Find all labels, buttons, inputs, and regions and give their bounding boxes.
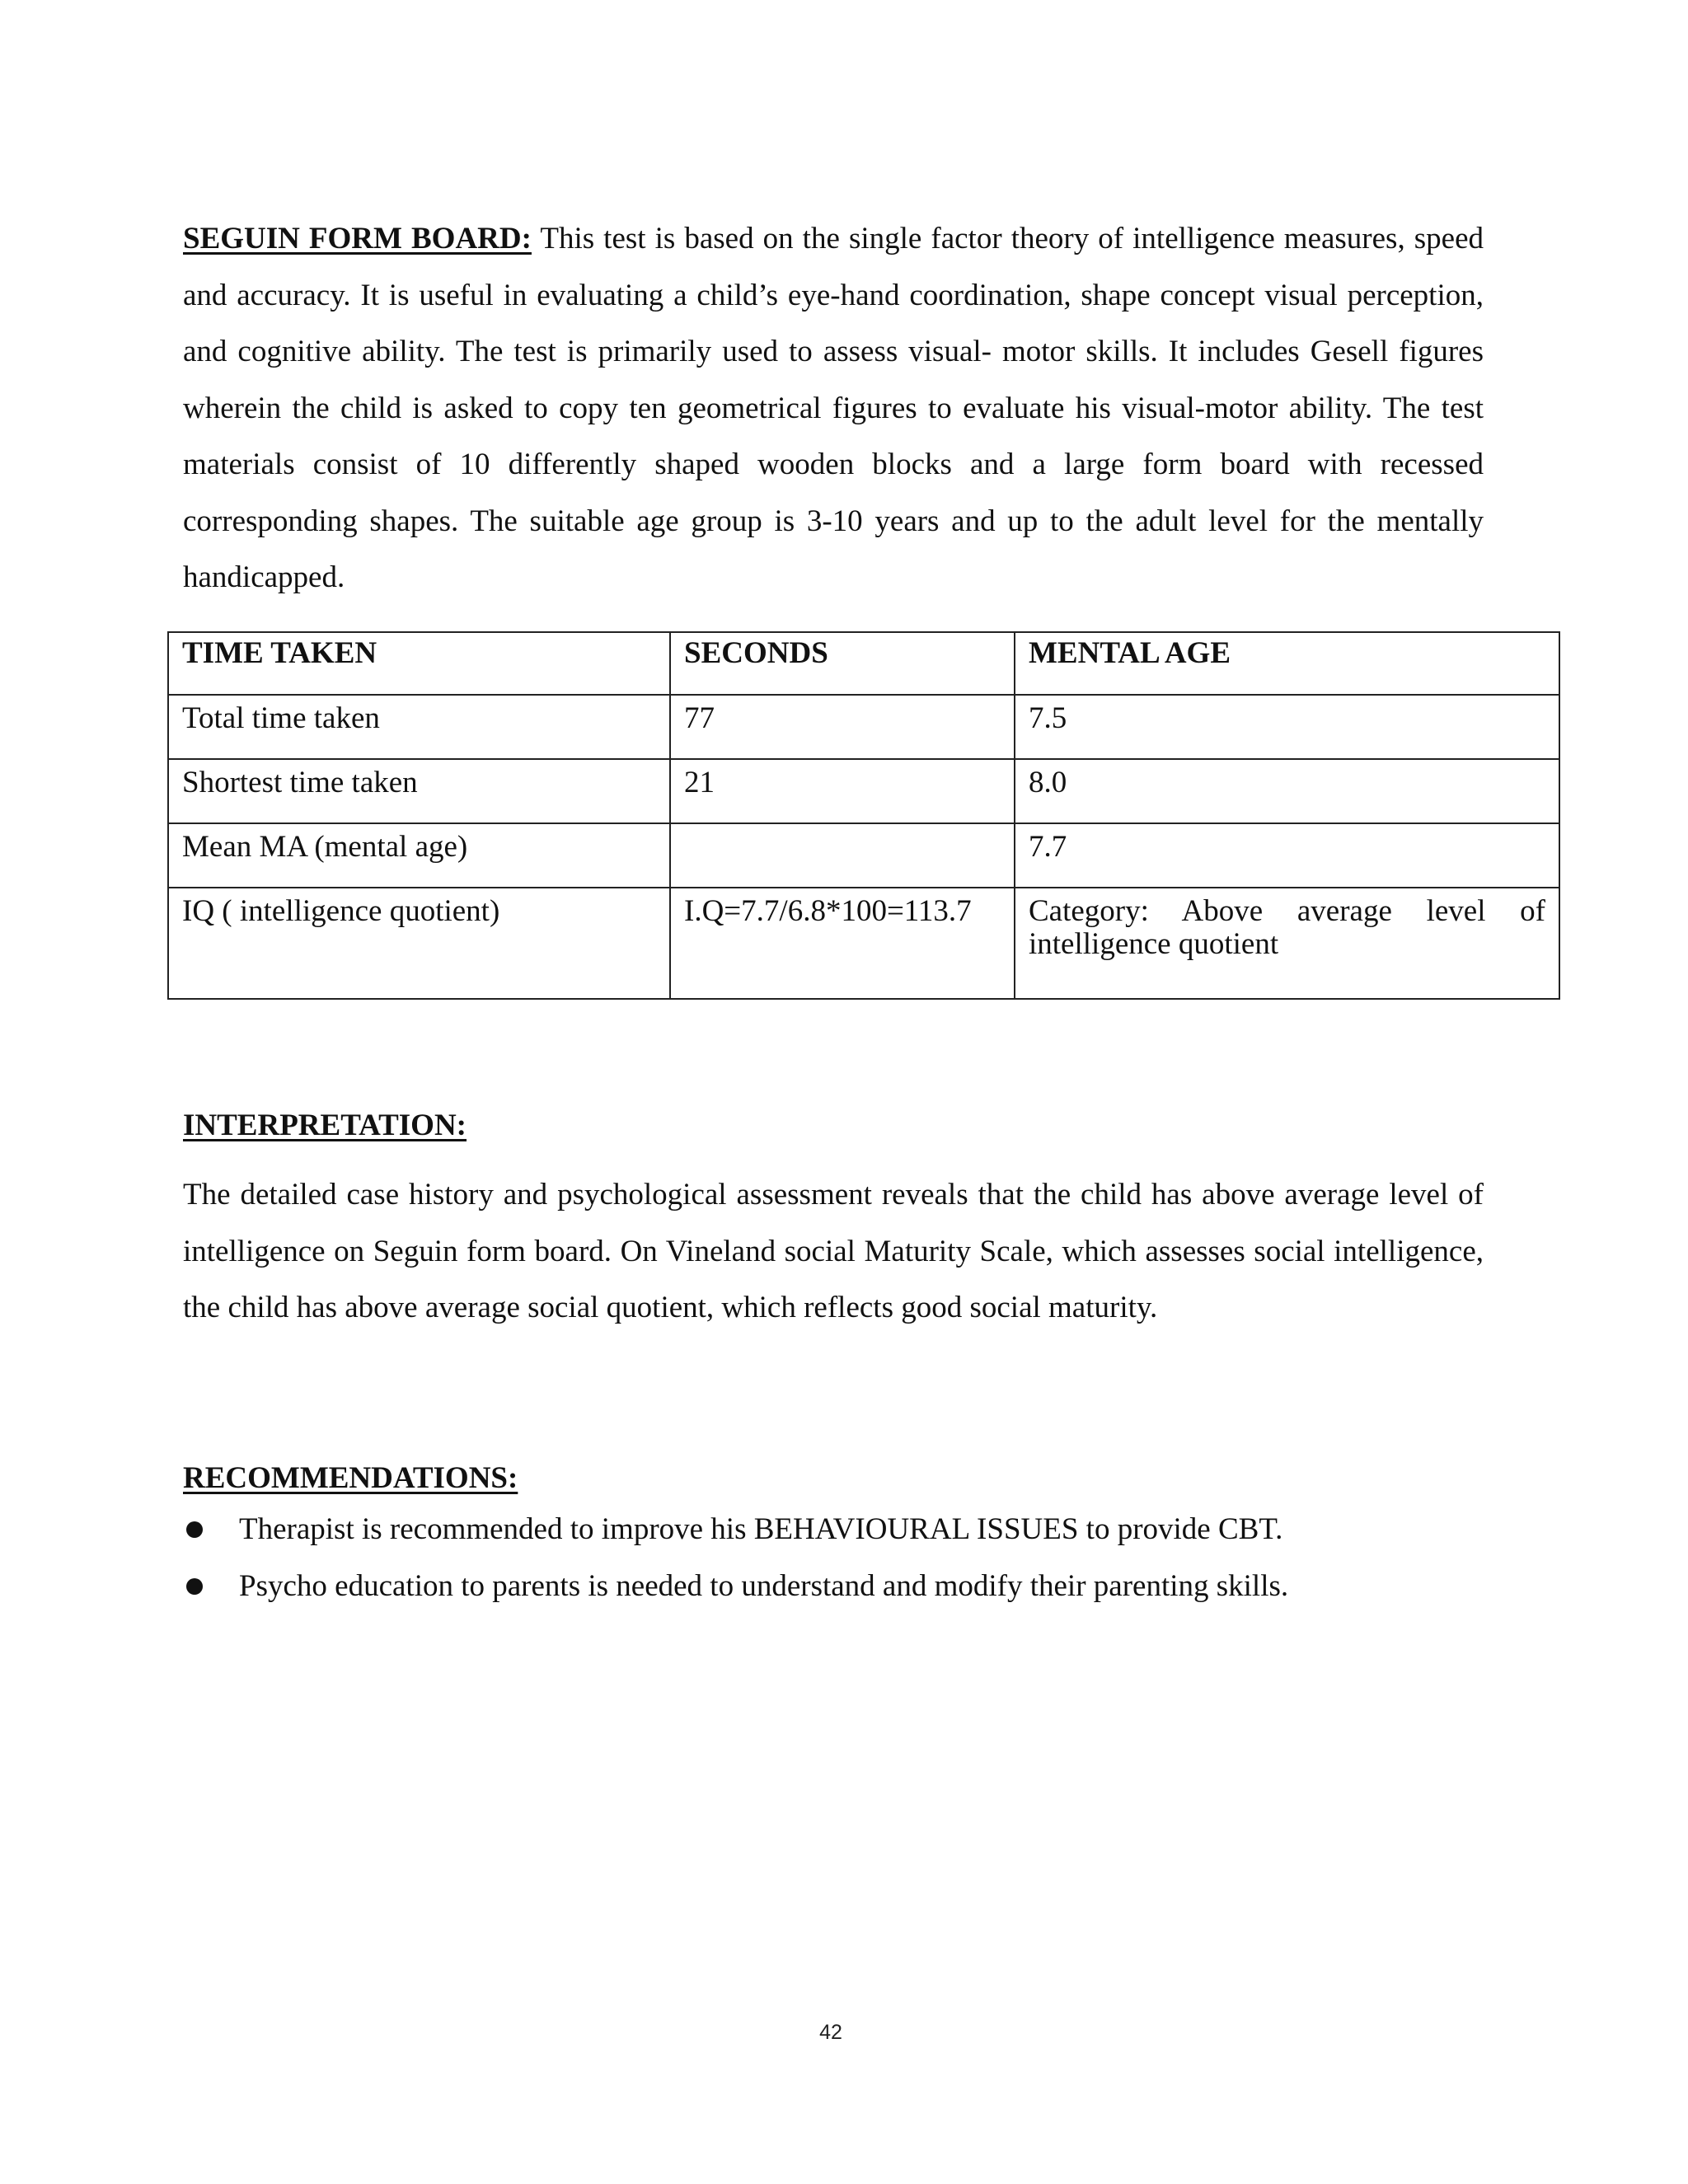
table-cell: 8.0	[1015, 759, 1559, 823]
table-cell: Mean MA (mental age)	[168, 823, 670, 888]
table-cell: IQ ( intelligence quotient)	[168, 888, 670, 999]
table-row	[168, 888, 1559, 999]
header-seconds: SECONDS	[670, 632, 1015, 695]
recommendations-heading: RECOMMENDATIONS:	[183, 1461, 518, 1495]
header-mental-age: MENTAL AGE	[1015, 632, 1559, 695]
seguin-text: This test is based on the single factor theory of intelligence measures, speed and accuracy. It is useful in evaluating a child’s eye-hand coordination, shape concept visual perception, and cognitive ability. The test is primarily used to assess visual- motor skills. It includes Gesell figures wherein the child is asked to copy ten geometrical figures to evaluate his visual-motor ability. The test materials consist of 10 differently shaped wooden blocks and a large form board with recessed corresponding shapes. The suitable age group is 3-10 years and up to the adult level for the mentally handicapped.	[183, 222, 1484, 594]
list-item	[183, 1502, 1502, 1558]
header-time-taken: TIME TAKEN	[168, 632, 670, 695]
page-number: 42	[819, 2021, 842, 2044]
table-row	[168, 823, 1559, 888]
recommendation-text: Psycho education to parents is needed to understand and modify their parenting skills.	[239, 1568, 1289, 1603]
table-cell: 7.7	[1015, 823, 1559, 888]
seguin-paragraph	[183, 211, 1484, 607]
recommendations-list	[183, 1502, 1502, 1615]
score-table	[167, 631, 1560, 1000]
table-cell: I.Q=7.7/6.8*100=113.7	[670, 888, 1015, 999]
list-item	[183, 1558, 1502, 1615]
table-cell: Total time taken	[168, 695, 670, 759]
interpretation-heading: INTERPRETATION:	[183, 1108, 467, 1142]
table-row	[168, 759, 1559, 823]
table-row	[168, 695, 1559, 759]
table-cell: 21	[670, 759, 1015, 823]
bullet-icon	[186, 1521, 203, 1538]
table-cell: Shortest time taken	[168, 759, 670, 823]
table-cell	[670, 823, 1015, 888]
table-cell: Category: Above average level of intelligence quotient	[1015, 888, 1559, 999]
table-cell: 77	[670, 695, 1015, 759]
interpretation-paragraph: The detailed case history and psychological assessment reveals that the child has above average level of intelligence on Seguin form board. On Vineland social Maturity Scale, which assesses social intelligence, the child has above average social quotient, which reflects good social maturity.	[183, 1178, 1484, 1324]
table-cell: 7.5	[1015, 695, 1559, 759]
bullet-icon	[186, 1578, 203, 1595]
seguin-heading: SEGUIN FORM BOARD:	[183, 222, 532, 255]
table-header-row	[168, 632, 1559, 695]
recommendation-text: Therapist is recommended to improve his BEHAVIOURAL ISSUES to provide CBT.	[239, 1512, 1283, 1546]
